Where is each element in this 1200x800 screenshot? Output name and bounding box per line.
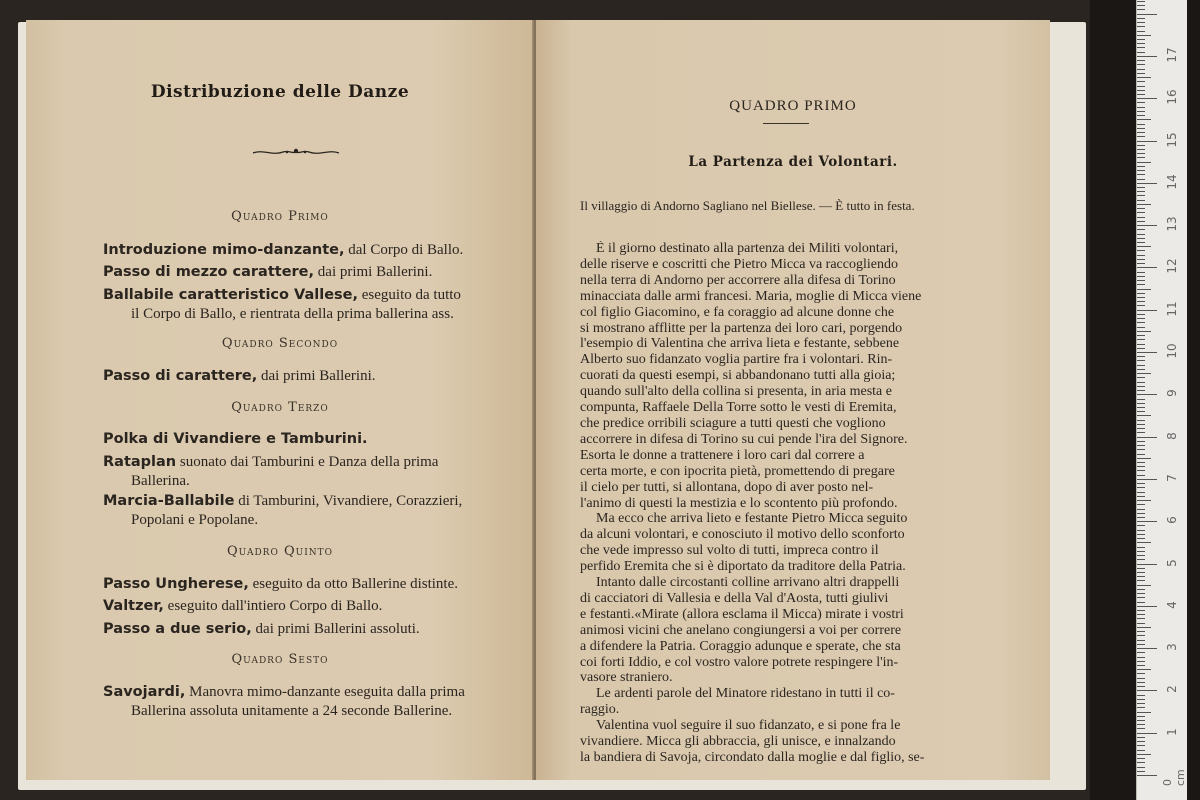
ruler-tick bbox=[1137, 589, 1145, 590]
ruler-tick bbox=[1137, 132, 1145, 133]
ruler-tick bbox=[1137, 441, 1145, 442]
ruler-tick bbox=[1137, 767, 1145, 768]
body-text-line: e festanti.«Mirate (allora esclama il Micca) mirate i vostri bbox=[580, 606, 904, 622]
body-text-line: quando sull'alto della collina si presenta, in aria mesta e bbox=[580, 384, 892, 400]
ruler-tick bbox=[1137, 234, 1145, 235]
ruler-tick bbox=[1137, 500, 1151, 501]
ruler-tick bbox=[1137, 111, 1145, 112]
ruler-tick bbox=[1137, 47, 1145, 48]
ruler-tick bbox=[1137, 128, 1145, 129]
section-heading: Quadro Terzo bbox=[231, 400, 329, 415]
ruler-tick bbox=[1137, 445, 1145, 446]
ruler-tick bbox=[1137, 712, 1151, 713]
ruler-number: 8 bbox=[1165, 431, 1179, 440]
ruler-tick bbox=[1137, 458, 1151, 459]
ruler-tick bbox=[1137, 538, 1145, 539]
ruler-tick bbox=[1137, 475, 1145, 476]
ruler-tick bbox=[1137, 657, 1145, 658]
ruler-tick bbox=[1137, 90, 1145, 91]
ruler-tick bbox=[1137, 208, 1145, 209]
body-text-line: si mostrano afflitte per la partenza dei loro cari, porgendo bbox=[580, 320, 903, 336]
body-text-line: Valentina vuol seguire il suo fidanzato, e si pone fra le bbox=[596, 718, 901, 734]
ruler-number: 17 bbox=[1165, 47, 1179, 63]
ruler-tick bbox=[1137, 775, 1157, 776]
ruler-tick bbox=[1137, 191, 1145, 192]
ruler-tick bbox=[1137, 153, 1145, 154]
ruler-tick bbox=[1137, 157, 1145, 158]
body-text-line: coi forti Iddio, e col vostro valore potrete respingere l'in- bbox=[580, 654, 899, 670]
ruler-tick bbox=[1137, 572, 1145, 573]
ruler-tick bbox=[1137, 407, 1145, 408]
ruler-tick bbox=[1137, 631, 1145, 632]
body-text-line: Alberto suo fidanzato voglia partire fra i volontari. Rin- bbox=[580, 352, 893, 368]
ruler-tick bbox=[1137, 661, 1145, 662]
body-text-line: vasore straniero. bbox=[580, 670, 673, 686]
ruler-unit-label: 0 cm bbox=[1161, 769, 1187, 786]
ruler-tick bbox=[1137, 1, 1145, 2]
measuring-ruler bbox=[1136, 0, 1187, 800]
ruler-number: 5 bbox=[1165, 558, 1179, 567]
ruler-tick bbox=[1137, 115, 1145, 116]
ruler-tick bbox=[1137, 437, 1157, 438]
ruler-tick bbox=[1137, 542, 1151, 543]
ruler-tick bbox=[1137, 60, 1145, 61]
ruler-tick bbox=[1137, 166, 1145, 167]
ruler-tick bbox=[1137, 754, 1151, 755]
ruler-tick bbox=[1137, 564, 1157, 565]
body-text-line: compunta, Raffaele Della Torre sotto le vesti di Eremita, bbox=[580, 400, 897, 416]
left-page-title: Distribuzione delle Danze bbox=[150, 82, 410, 102]
ruler-tick bbox=[1137, 648, 1157, 649]
ruler-tick bbox=[1137, 635, 1145, 636]
ruler-tick bbox=[1137, 360, 1145, 361]
body-text-line: minacciata dalle armi francesi. Maria, moglie di Micca viene bbox=[580, 288, 922, 304]
dance-entry: Passo a due serio, dai primi Ballerini assoluti. bbox=[103, 621, 420, 637]
ruler-tick bbox=[1137, 255, 1145, 256]
ruler-tick bbox=[1137, 119, 1151, 120]
ruler-tick bbox=[1137, 318, 1145, 319]
ruler-tick bbox=[1137, 737, 1145, 738]
ruler-tick bbox=[1137, 403, 1145, 404]
ruler-tick bbox=[1137, 762, 1145, 763]
ruler-tick bbox=[1137, 69, 1145, 70]
ruler-tick bbox=[1137, 716, 1145, 717]
ruler-number: 10 bbox=[1165, 343, 1179, 359]
ruler-tick bbox=[1137, 314, 1145, 315]
ruler-number: 11 bbox=[1165, 301, 1179, 317]
ruler-tick bbox=[1137, 525, 1145, 526]
ruler-tick bbox=[1137, 399, 1145, 400]
body-text-line: nella terra di Andorno per accorrere alla difesa di Torino bbox=[580, 272, 896, 288]
ruler-tick bbox=[1137, 102, 1145, 103]
ruler-tick bbox=[1137, 335, 1145, 336]
ruler-number: 12 bbox=[1165, 258, 1179, 275]
body-text-line: col figlio Giacomino, e fa coraggio ad alcune donne che bbox=[580, 304, 895, 320]
ruler-number: 13 bbox=[1165, 216, 1179, 232]
ruler-tick bbox=[1137, 669, 1151, 670]
ruler-tick bbox=[1137, 585, 1151, 586]
ruler-tick bbox=[1137, 284, 1145, 285]
body-text-line: Ma ecco che arriva lieto e festante Pietro Micca seguito bbox=[596, 511, 908, 527]
ruler-tick bbox=[1137, 758, 1145, 759]
ruler-tick bbox=[1137, 492, 1145, 493]
ruler-tick bbox=[1137, 289, 1151, 290]
ruler-tick bbox=[1137, 9, 1145, 10]
ruler-tick bbox=[1137, 470, 1145, 471]
ruler-tick bbox=[1137, 297, 1145, 298]
ruler-tick bbox=[1137, 365, 1145, 366]
ruler-tick bbox=[1137, 81, 1145, 82]
ruler-tick bbox=[1137, 77, 1151, 78]
ruler-tick bbox=[1137, 250, 1145, 251]
ruler-tick bbox=[1137, 229, 1145, 230]
ruler-tick bbox=[1137, 771, 1145, 772]
ruler-tick bbox=[1137, 204, 1151, 205]
ruler-tick bbox=[1137, 678, 1145, 679]
ruler-tick bbox=[1137, 728, 1145, 729]
ruler-tick bbox=[1137, 107, 1145, 108]
dance-entry: Valtzer, eseguito dall'intiero Corpo di Ballo. bbox=[103, 598, 383, 614]
ruler-tick bbox=[1137, 162, 1151, 163]
dance-entry: Polka di Vivandiere e Tamburini. bbox=[103, 431, 368, 447]
ruler-tick bbox=[1137, 703, 1145, 704]
ruler-tick bbox=[1137, 394, 1157, 395]
ruler-tick bbox=[1137, 568, 1145, 569]
ruler-number: 3 bbox=[1165, 643, 1179, 651]
ruler-tick bbox=[1137, 217, 1145, 218]
section-heading: Quadro Quinto bbox=[226, 544, 334, 559]
ruler-tick bbox=[1137, 26, 1145, 27]
dance-entry: Savojardi, Manovra mimo-danzante eseguita dalla prima Ballerina assoluta unitamente a 24 seconde Ballerine. bbox=[103, 684, 465, 719]
ruler-tick bbox=[1137, 238, 1145, 239]
ruler-tick bbox=[1137, 22, 1145, 23]
ruler-tick bbox=[1137, 35, 1151, 36]
ruler-tick bbox=[1137, 521, 1157, 522]
ruler-tick bbox=[1137, 745, 1145, 746]
ruler-tick bbox=[1137, 479, 1157, 480]
ruler-tick bbox=[1137, 513, 1145, 514]
ruler-tick bbox=[1137, 293, 1145, 294]
ruler-tick bbox=[1137, 640, 1145, 641]
body-text-line: Esorta le donne a trattenere i loro cari dal correre a bbox=[580, 447, 865, 463]
body-text-line: raggio. bbox=[580, 702, 620, 718]
ruler-tick bbox=[1137, 690, 1157, 691]
ruler-tick bbox=[1137, 373, 1151, 374]
dance-entry: Ballabile caratteristico Vallese, eseguito da tutto il Corpo di Ballo, e rientrata della prima ballerina ass. bbox=[103, 287, 461, 322]
ruler-tick bbox=[1137, 64, 1145, 65]
ruler-tick bbox=[1137, 225, 1157, 226]
ruler-tick bbox=[1137, 623, 1145, 624]
ruler-tick bbox=[1137, 183, 1157, 184]
ruler-tick bbox=[1137, 551, 1145, 552]
ruler-number: 7 bbox=[1165, 474, 1179, 482]
ruler-tick bbox=[1137, 411, 1145, 412]
ruler-tick bbox=[1137, 86, 1145, 87]
body-text-line: di cacciatori di Vallesia e della Val d'Aosta, tutti giulivi bbox=[580, 590, 889, 606]
ruler-tick bbox=[1137, 356, 1145, 357]
ruler-tick bbox=[1137, 174, 1145, 175]
ruler-tick bbox=[1137, 686, 1145, 687]
ruler-tick bbox=[1137, 352, 1157, 353]
ruler-tick bbox=[1137, 344, 1145, 345]
section-heading: Quadro Sesto bbox=[231, 652, 329, 667]
ruler-tick bbox=[1137, 187, 1145, 188]
ruler-tick bbox=[1137, 124, 1145, 125]
right-page-title: QUADRO PRIMO bbox=[729, 98, 857, 114]
ruler-tick bbox=[1137, 56, 1157, 57]
dance-entry: Marcia-Ballabile di Tamburini, Vivandiere, Corazzieri, Popolani e Popolane. bbox=[103, 493, 463, 528]
dance-entry: Passo di carattere, dai primi Ballerini. bbox=[103, 368, 376, 384]
ruler-number: 4 bbox=[1165, 600, 1179, 609]
ruler-tick bbox=[1137, 614, 1145, 615]
ruler-tick bbox=[1137, 432, 1145, 433]
scene-subtitle: La Partenza dei Volontari. bbox=[688, 154, 898, 170]
ruler-tick bbox=[1137, 483, 1145, 484]
body-text-line: che vede impresso sul volto di tutti, impreca contro il bbox=[580, 543, 879, 559]
body-text-line: È il giorno destinato alla partenza dei Militi volontari, bbox=[596, 241, 899, 256]
ruler-tick bbox=[1137, 170, 1145, 171]
ruler-tick bbox=[1137, 530, 1145, 531]
ruler-tick bbox=[1137, 665, 1145, 666]
left-page bbox=[26, 20, 534, 780]
ruler-tick bbox=[1137, 602, 1145, 603]
ruler-tick bbox=[1137, 555, 1145, 556]
ruler-tick bbox=[1137, 449, 1145, 450]
ruler-tick bbox=[1137, 18, 1145, 19]
body-text-line: certa morte, e con ipocrita pietà, promettendo di pregare bbox=[580, 463, 895, 479]
ruler-tick bbox=[1137, 618, 1145, 619]
ruler-tick bbox=[1137, 263, 1145, 264]
ruler-tick bbox=[1137, 644, 1145, 645]
body-text-line: animosi vicini che anelano congiungersi a voi per correre bbox=[580, 622, 902, 638]
ruler-tick bbox=[1137, 382, 1145, 383]
ruler-tick bbox=[1137, 462, 1145, 463]
ruler-tick bbox=[1137, 305, 1145, 306]
ruler-tick bbox=[1137, 724, 1145, 725]
dance-entry: Passo Ungherese, eseguito da otto Ballerine distinte. bbox=[103, 576, 459, 592]
ruler-tick bbox=[1137, 94, 1145, 95]
ruler-tick bbox=[1137, 424, 1145, 425]
ruler-tick bbox=[1137, 610, 1145, 611]
ruler-tick bbox=[1137, 517, 1145, 518]
body-text-line: delle riserve e coscritti che Pietro Micca va raccogliendo bbox=[580, 256, 898, 272]
ruler-tick bbox=[1137, 386, 1145, 387]
ruler-tick bbox=[1137, 699, 1145, 700]
body-text-line: che predice orribili sciagure a tutti questi che vogliono bbox=[580, 415, 886, 431]
title-divider bbox=[763, 123, 809, 124]
ruler-tick bbox=[1137, 593, 1145, 594]
ruler-tick bbox=[1137, 504, 1145, 505]
ruler-tick bbox=[1137, 322, 1145, 323]
ruler-tick bbox=[1137, 98, 1157, 99]
ruler-tick bbox=[1137, 267, 1157, 268]
ruler-tick bbox=[1137, 606, 1157, 607]
ruler-number: 9 bbox=[1165, 389, 1179, 398]
ruler-tick bbox=[1137, 179, 1145, 180]
ruler-tick bbox=[1137, 415, 1151, 416]
ruler-tick bbox=[1137, 195, 1145, 196]
ruler-tick bbox=[1137, 652, 1145, 653]
body-text-line: l'esempio di Valentina che arriva lieta e festante, sebbene bbox=[580, 336, 900, 352]
ruler-tick bbox=[1137, 496, 1145, 497]
ruler-tick bbox=[1137, 627, 1151, 628]
ruler-tick bbox=[1137, 246, 1151, 247]
ruler-number: 16 bbox=[1165, 89, 1179, 105]
ruler-tick bbox=[1137, 420, 1145, 421]
ruler-number: 6 bbox=[1165, 516, 1179, 525]
ruler-tick bbox=[1137, 597, 1145, 598]
ruler-tick bbox=[1137, 200, 1145, 201]
ruler-number: 2 bbox=[1165, 685, 1179, 694]
body-text-line: la bandiera di Savoja, circondato dalla moglie e dal figlio, se- bbox=[580, 750, 925, 765]
dance-entry: Rataplan suonato dai Tamburini e Danza della prima Ballerina. bbox=[103, 454, 439, 489]
ruler-tick bbox=[1137, 212, 1145, 213]
section-heading: Quadro Primo bbox=[231, 209, 329, 224]
ornament-divider-icon bbox=[251, 145, 341, 159]
ruler-tick bbox=[1137, 331, 1151, 332]
ruler-tick bbox=[1137, 5, 1145, 6]
ruler-tick bbox=[1137, 149, 1145, 150]
ruler-tick bbox=[1137, 576, 1145, 577]
ruler-tick bbox=[1137, 242, 1145, 243]
dance-entry: Passo di mezzo carattere, dai primi Ballerini. bbox=[103, 264, 433, 280]
ruler-tick bbox=[1137, 39, 1145, 40]
ruler-tick bbox=[1137, 580, 1145, 581]
ruler-tick bbox=[1137, 454, 1145, 455]
right-page bbox=[536, 20, 1050, 780]
ruler-tick bbox=[1137, 136, 1145, 137]
ruler-tick bbox=[1137, 707, 1145, 708]
ruler-tick bbox=[1137, 559, 1145, 560]
ruler-tick bbox=[1137, 52, 1145, 53]
scene-body-text bbox=[580, 241, 1030, 766]
ruler-tick bbox=[1137, 43, 1145, 44]
section-heading: Quadro Secondo bbox=[221, 336, 339, 351]
body-text-line: perfido Eremita che si è diportato da traditore della Patria. bbox=[580, 559, 906, 575]
ruler-tick bbox=[1137, 327, 1145, 328]
ruler-tick bbox=[1137, 73, 1145, 74]
ruler-tick bbox=[1137, 466, 1145, 467]
ruler-tick bbox=[1137, 221, 1145, 222]
scene-setting: Il villaggio di Andorno Sagliano nel Biellese. — È tutto in festa. bbox=[580, 198, 915, 213]
ruler-tick bbox=[1137, 673, 1145, 674]
ruler-tick bbox=[1137, 377, 1145, 378]
ruler-tick bbox=[1137, 390, 1145, 391]
ruler-tick bbox=[1137, 272, 1145, 273]
ruler-number: 15 bbox=[1165, 131, 1179, 148]
ruler-tick bbox=[1137, 547, 1145, 548]
ruler-tick bbox=[1137, 276, 1145, 277]
body-text-line: Le ardenti parole del Minatore ridestano in tutti il co- bbox=[596, 686, 895, 702]
ruler-tick bbox=[1137, 750, 1145, 751]
ruler-tick bbox=[1137, 428, 1145, 429]
ruler-tick bbox=[1137, 348, 1145, 349]
dance-entry: Introduzione mimo-danzante, dal Corpo di Ballo. bbox=[103, 242, 464, 258]
ruler-tick bbox=[1137, 741, 1145, 742]
ruler-tick bbox=[1137, 145, 1145, 146]
ruler-tick bbox=[1137, 733, 1157, 734]
body-text-line: vivandiere. Micca gli abbraccia, gli unisce, e innalzando bbox=[580, 734, 896, 750]
ruler-tick bbox=[1137, 31, 1145, 32]
ruler-tick bbox=[1137, 310, 1157, 311]
body-text-line: l'animo di questi la mestizia e lo scontento più profondo. bbox=[580, 495, 898, 511]
ruler-tick bbox=[1137, 695, 1145, 696]
ruler-tick bbox=[1137, 14, 1157, 15]
ruler-tick bbox=[1137, 280, 1145, 281]
body-text-line: accorrere in difesa di Torino su cui pende l'ira del Signore. bbox=[580, 431, 908, 447]
ruler-tick bbox=[1137, 720, 1145, 721]
ruler-tick bbox=[1137, 682, 1145, 683]
ruler-tick bbox=[1137, 509, 1145, 510]
ruler-number: 14 bbox=[1165, 174, 1179, 190]
ruler-tick bbox=[1137, 141, 1157, 142]
ruler-tick bbox=[1137, 369, 1145, 370]
ruler-tick bbox=[1137, 259, 1145, 260]
body-text-line: da alcuni volontari, e conosciuto il motivo dello sconforto bbox=[580, 527, 905, 543]
body-text-line: il cielo per tutti, si allontana, dopo di aver posto nel- bbox=[580, 479, 874, 495]
body-text-line: a difendere la Patria. Coraggio adunque e sperate, che sta bbox=[580, 638, 901, 654]
ruler-tick bbox=[1137, 301, 1145, 302]
ruler-tick bbox=[1137, 534, 1145, 535]
ruler-tick bbox=[1137, 339, 1145, 340]
body-text-line: cuorati da questi esempi, si abbandonano tutti alla gioia; bbox=[580, 368, 896, 384]
body-text-line: Intanto dalle circostanti colline arrivano altri drappelli bbox=[596, 575, 900, 591]
ruler-number: 1 bbox=[1165, 727, 1179, 736]
ruler-tick bbox=[1137, 487, 1145, 488]
